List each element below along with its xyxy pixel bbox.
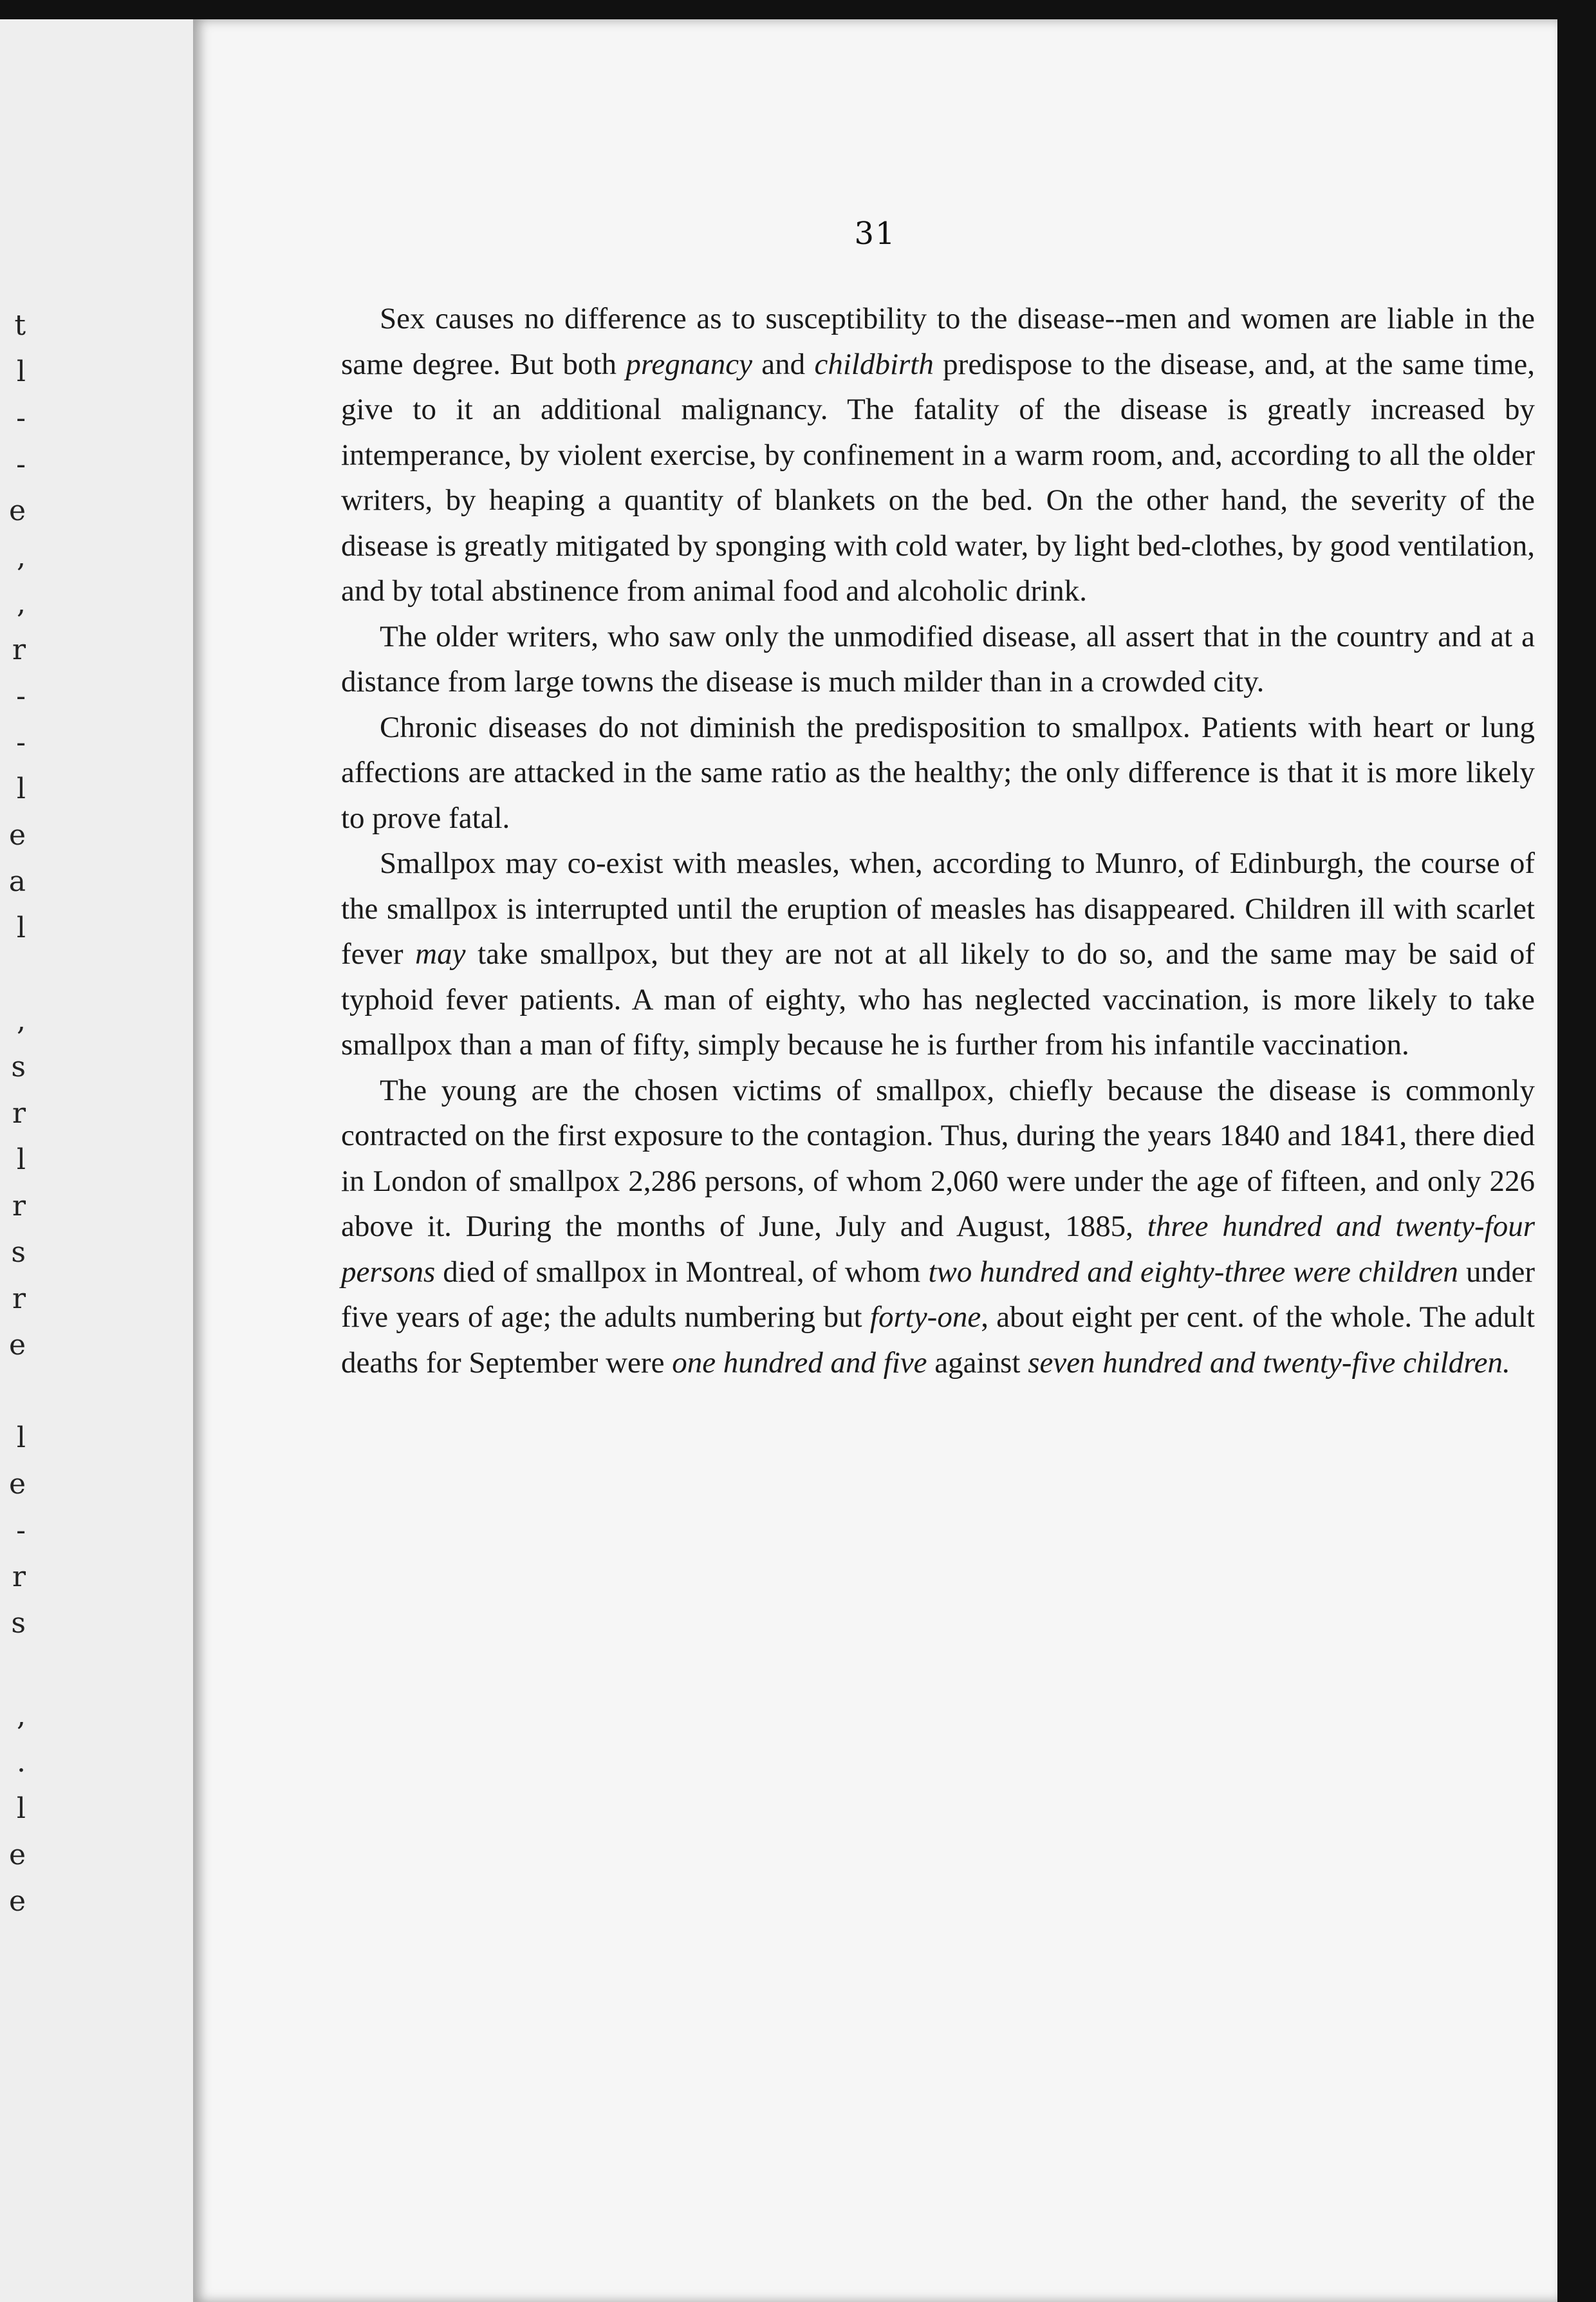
margin-fragment bbox=[0, 1647, 26, 1693]
margin-fragment: - bbox=[16, 1514, 26, 1547]
margin-fragment: l bbox=[16, 1143, 26, 1176]
margin-fragment: - bbox=[16, 726, 26, 759]
margin-fragment: , bbox=[17, 1004, 26, 1037]
margin-fragment: l bbox=[16, 772, 26, 805]
margin-fragment: r bbox=[12, 1190, 26, 1222]
text-segment: and bbox=[752, 347, 815, 381]
margin-fragment bbox=[0, 1369, 26, 1415]
margin-fragment: e bbox=[8, 1468, 26, 1501]
margin-fragment: , bbox=[17, 1699, 26, 1732]
italic-text-segment: three hundred and twenty-four persons bbox=[341, 1210, 1536, 1289]
margin-fragment: - bbox=[16, 448, 26, 481]
italic-text-segment: may bbox=[415, 937, 466, 971]
italic-text-segment: one hundred and five bbox=[672, 1345, 927, 1380]
margin-fragment: s bbox=[11, 1236, 26, 1269]
text-segment: against bbox=[927, 1345, 1028, 1380]
text-segment: The young are the chosen victims of smallpox, chiefly because the disease is commonly contracted on the first exposure to the contagion. Thus, during the years 1840 and 1841, there died in London of smallpox 2,286 persons, of whom 2,060 were under the age of fifteen, and only 226 above it. During the months of June, July and August, 1885, bbox=[341, 1073, 1535, 1243]
margin-fragment: t bbox=[14, 309, 26, 342]
margin-fragment: l bbox=[16, 1421, 26, 1454]
margin-fragment: l bbox=[16, 912, 26, 944]
margin-fragment: , bbox=[17, 587, 26, 620]
margin-fragment: s bbox=[11, 1607, 26, 1640]
paragraph bbox=[341, 614, 1535, 705]
page-number: 31 bbox=[854, 216, 896, 252]
margin-fragment: - bbox=[16, 680, 26, 713]
margin-fragment: - bbox=[16, 402, 26, 435]
scan-right-border bbox=[1557, 0, 1596, 2302]
margin-fragment: . bbox=[17, 1746, 26, 1779]
margin-fragment: e bbox=[8, 1329, 26, 1362]
paragraph bbox=[341, 841, 1535, 1068]
margin-fragment: s bbox=[11, 1051, 26, 1083]
text-segment: , about eight per cent. of the whole. The adult deaths for September were bbox=[341, 1300, 1535, 1380]
margin-fragment: r bbox=[12, 633, 26, 666]
margin-fragment: l bbox=[16, 1792, 26, 1825]
margin-fragment bbox=[0, 951, 26, 998]
italic-text-segment: seven hundred and twenty-five children. bbox=[1028, 1345, 1510, 1380]
text-segment: predispose to the disease, and, at the same time, give to it an additional malignancy. The fatality of the disease is greatly increased by intemperance, by violent exercise, by confinement in a warm room, and, according to all the older writers, by heaping a quantity of blankets on the bed. On the other hand, the severity of the disease is greatly mitigated by sponging with cold water, by light bed-clothes, by good ventilation, and by total abstinence from animal food and alcoholic drink. bbox=[341, 347, 1536, 608]
text-segment: under five years of age; the adults numbering but bbox=[341, 1255, 1536, 1334]
italic-text-segment: childbirth bbox=[814, 347, 934, 381]
margin-fragment: r bbox=[12, 1282, 26, 1315]
margin-fragment: r bbox=[12, 1097, 26, 1130]
margin-fragment: e bbox=[8, 819, 26, 852]
scan-top-border bbox=[0, 0, 1596, 19]
italic-text-segment: forty-one bbox=[869, 1300, 981, 1334]
italic-text-segment: two hundred and eighty-three were children bbox=[928, 1255, 1458, 1289]
adjacent-page-fragment bbox=[0, 19, 193, 2302]
text-segment: take smallpox, but they are not at all likely to do so, and the same may be said of typhoid fever patients. A man of eighty, who has neglected vaccination, is more likely to take smallpox than a man of fifty, simply because he is further from his infantile vaccination. bbox=[341, 937, 1535, 1062]
text-segment: Sex causes no difference as to susceptibility to the disease--men and women are liable in the same degree. But both bbox=[341, 302, 1535, 381]
paragraph bbox=[341, 1068, 1535, 1386]
text-segment: The older writers, who saw only the unmodified disease, all assert that in the country and at a distance from large towns the disease is much milder than in a crowded city. bbox=[341, 619, 1535, 698]
adjacent-page-text-fragments bbox=[0, 303, 26, 1925]
margin-fragment: e bbox=[8, 494, 26, 527]
text-segment: Smallpox may co-exist with measles, when, according to Munro, of Edinburgh, the course of the smallpox is interrupted until the eruption of measles has disappeared. Children ill with scarlet fever bbox=[341, 847, 1535, 971]
text-segment: Chronic diseases do not diminish the predisposition to smallpox. Patients with heart or lung affections are attacked in the same ratio as the healthy; the only difference is that it is more likely to prove fatal. bbox=[341, 710, 1535, 835]
paragraph bbox=[341, 296, 1535, 614]
margin-fragment: a bbox=[8, 865, 26, 898]
margin-fragment: e bbox=[8, 1839, 26, 1871]
text-segment: died of smallpox in Montreal, of whom bbox=[435, 1255, 929, 1289]
paragraph bbox=[341, 705, 1535, 841]
italic-text-segment: pregnancy bbox=[626, 347, 752, 381]
body-text bbox=[341, 296, 1535, 1385]
margin-fragment: e bbox=[8, 1885, 26, 1918]
margin-fragment: , bbox=[17, 541, 26, 574]
margin-fragment: l bbox=[16, 355, 26, 388]
margin-fragment: r bbox=[12, 1560, 26, 1593]
document-page bbox=[193, 19, 1557, 2302]
